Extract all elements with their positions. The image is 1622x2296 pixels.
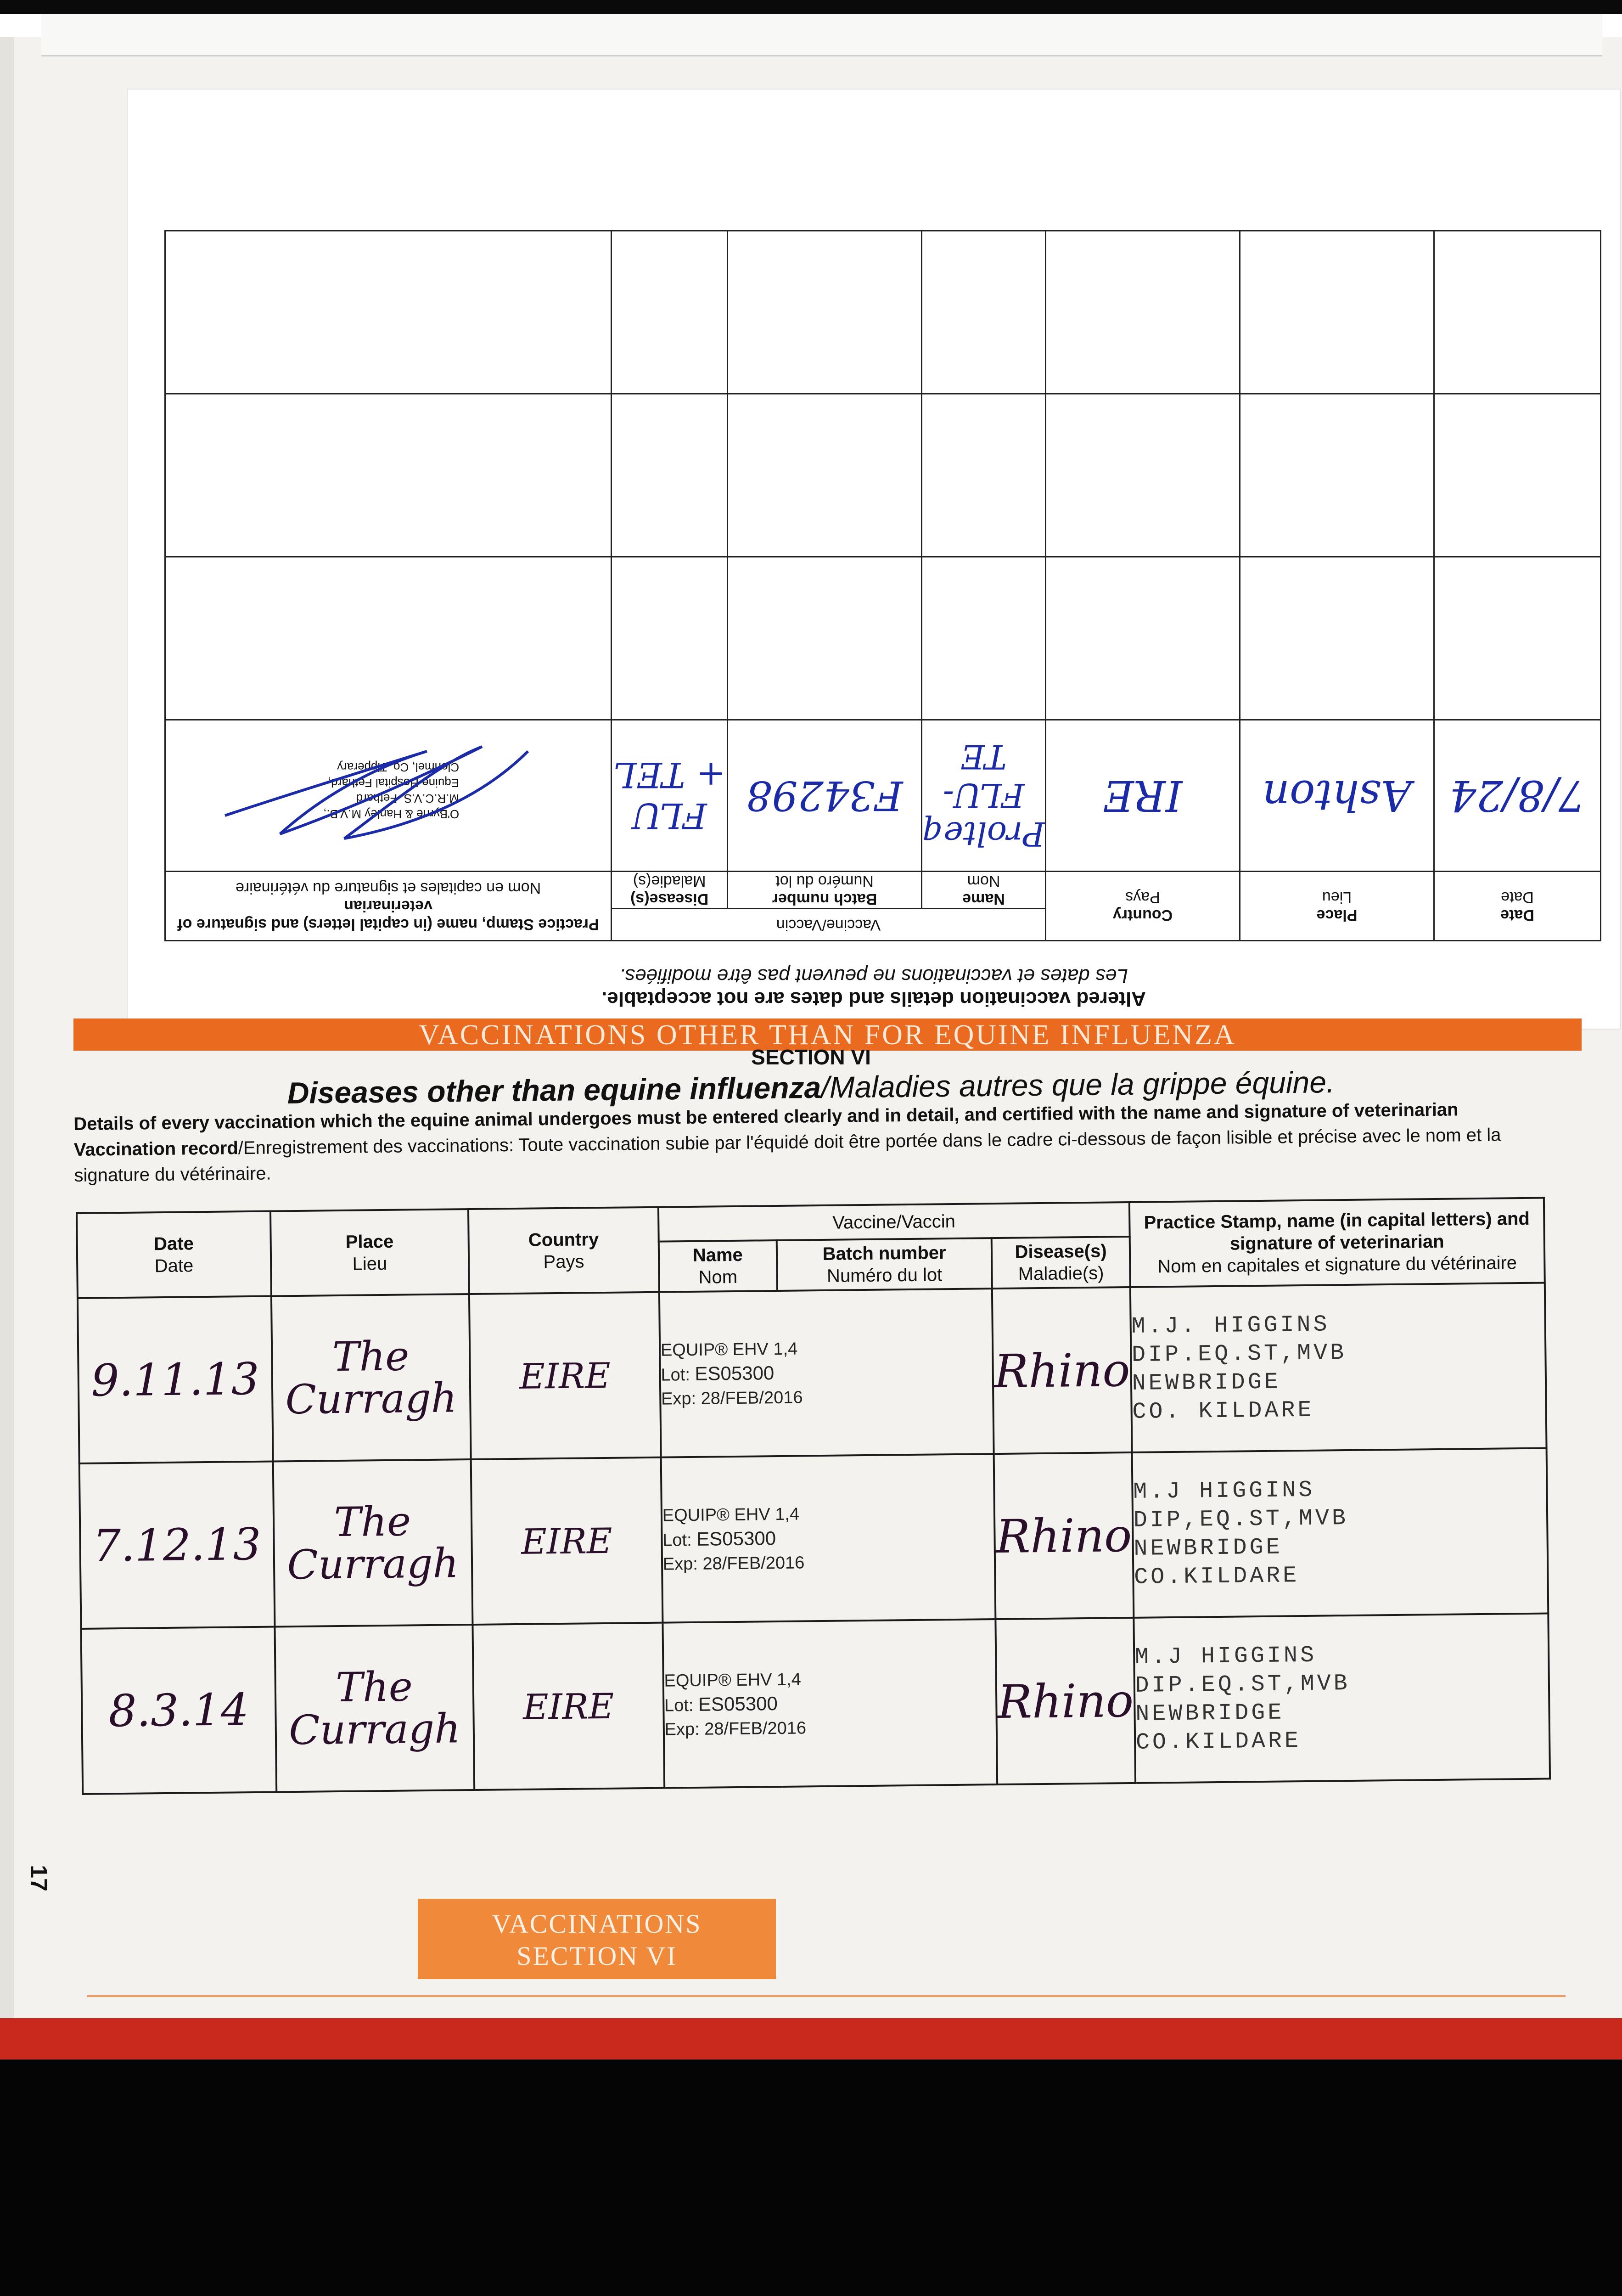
page-binding-strip <box>0 37 14 2020</box>
folded-signature <box>216 733 537 852</box>
header-name: Name Nom <box>658 1240 777 1292</box>
section-title-en: Diseases other than equine influenza <box>287 1070 821 1110</box>
folded-practice-stamp: O'Byrne & Hanley M.V.B., M.R.C.V.S. Fethard Equine Hospital Fethard, Clonmel, Co. Tipperary <box>323 760 460 822</box>
scan-background <box>0 2060 1622 2296</box>
vaccine-sticker: EQUIP® EHV 1,4 Lot: ES05300 Exp: 28/FEB/2016 <box>659 1289 994 1458</box>
vet-stamp: M.J HIGGINS DIP.EQ.ST,MVB NEWBRIDGE CO.KILDARE <box>1134 1613 1550 1783</box>
row-disease: Rhino <box>992 1287 1132 1454</box>
header-practice: Practice Stamp, name (in capital letters) and signature of veterinarian Nom en capitales et signature du vétérinaire <box>1129 1198 1545 1287</box>
header-country: Country Pays <box>468 1207 659 1294</box>
folded-entry-row <box>165 720 1601 871</box>
folded-entry-name: Prolteq FLU-TE <box>922 720 1046 871</box>
folded-empty-row <box>165 394 1601 557</box>
folded-entry-batch: F34298 <box>728 720 922 871</box>
section-title-fr: /Maladies autres que la grippe équine. <box>820 1065 1335 1104</box>
section-tab-line1: VACCINATIONS <box>492 1909 702 1939</box>
folded-header-date: Date Date <box>1434 871 1601 940</box>
row-place: The Curragh <box>271 1294 471 1461</box>
row-country: EIRE <box>471 1458 663 1625</box>
folded-header-name: Name Nom <box>922 871 1046 908</box>
row-country: EIRE <box>469 1292 661 1459</box>
altered-notice-fr: Les dates et vaccinations ne peuvent pas être modifiées. <box>619 965 1128 987</box>
folded-vaccination-sheet <box>128 90 1620 1029</box>
folded-header-practice: Practice Stamp, name (in capital letters) and signature of veterinarian Nom en capitales et signature du vétérinaire <box>165 871 612 940</box>
section-tab-line2: SECTION VI <box>516 1941 677 1971</box>
section-details <box>73 1096 1557 1188</box>
vaccination-table <box>76 1197 1551 1795</box>
passport-cover-edge <box>0 2018 1622 2060</box>
folded-sheet-content <box>128 90 1620 1029</box>
vaccine-sticker: EQUIP® EHV 1,4 Lot: ES05300 Exp: 28/FEB/2016 <box>661 1454 995 1623</box>
details-french: /Enregistrement des vaccinations: Toute vaccination subie par l'équidé doit être portée dans le cadre ci-dessous de façon lisible et précise avec le nom et la signature du vétérinaire. <box>74 1125 1501 1186</box>
row-country: EIRE <box>472 1623 664 1790</box>
details-instructions: Details of every vaccination which the equine animal undergoes must be entered clearly and in detail, and certified with the name and signature of veterinarian <box>73 1099 1459 1134</box>
header-place: Place Lieu <box>270 1209 469 1296</box>
vet-stamp: M.J. HIGGINS DIP.EQ.ST,MVB NEWBRIDGE CO. KILDARE <box>1130 1283 1547 1452</box>
row-disease: Rhino <box>996 1618 1135 1784</box>
header-disease: Disease(s) Maladie(s) <box>992 1237 1130 1289</box>
folded-header-disease: Disease(s) Maladie(s) <box>612 871 728 908</box>
folded-entry-country: IRE <box>1046 720 1240 871</box>
folded-header-country: Country Pays <box>1046 871 1240 940</box>
folded-entry-stamp-cell <box>165 720 612 871</box>
folded-entry-place: Ashton <box>1240 720 1434 871</box>
row-date: 7.12.13 <box>79 1462 275 1629</box>
footer-rule <box>87 1995 1566 1997</box>
row-date: 9.11.13 <box>78 1296 273 1463</box>
folded-header-vaccine: Vaccine/Vaccin <box>612 909 1046 941</box>
vaccination-row <box>78 1283 1547 1463</box>
section-banner: VACCINATIONS OTHER THAN FOR EQUINE INFLUENZA <box>73 1019 1582 1051</box>
row-place: The Curragh <box>275 1625 474 1792</box>
page-number: 17 <box>25 1865 52 1891</box>
row-place: The Curragh <box>273 1459 472 1626</box>
vaccination-row <box>81 1613 1550 1794</box>
header-vaccine: Vaccine/Vaccin <box>658 1202 1130 1242</box>
section-label: SECTION VI <box>751 1045 871 1069</box>
folded-entry-disease: FLU + TEL <box>612 720 728 871</box>
header-date: Date Date <box>77 1211 271 1298</box>
vaccination-table-wrapper <box>76 1197 1551 1795</box>
vaccination-row <box>79 1448 1549 1628</box>
folded-entry-date: 7/8/24 <box>1434 720 1601 871</box>
vaccine-sticker: EQUIP® EHV 1,4 Lot: ES05300 Exp: 28/FEB/2016 <box>662 1619 997 1788</box>
row-disease: Rhino <box>994 1452 1134 1619</box>
section-tab <box>418 1899 776 1979</box>
details-record-label: Vaccination record <box>73 1138 239 1160</box>
altered-notice-en: Altered vaccination details and dates are not acceptable. <box>601 988 1146 1010</box>
folded-empty-row <box>165 557 1601 720</box>
underlying-page-edge <box>41 14 1602 56</box>
scan-top-edge <box>0 0 1622 14</box>
altered-notice <box>183 964 1565 1010</box>
header-batch: Batch number Numéro du lot <box>777 1238 993 1291</box>
folded-header-place: Place Lieu <box>1240 871 1434 940</box>
folded-empty-row <box>165 231 1601 394</box>
row-date: 8.3.14 <box>81 1627 276 1794</box>
folded-vaccination-table <box>164 230 1601 941</box>
vet-stamp: M.J HIGGINS DIP,EQ.ST,MVB NEWBRIDGE CO.KILDARE <box>1132 1448 1548 1617</box>
folded-header-batch: Batch number Numéro du lot <box>728 871 922 908</box>
